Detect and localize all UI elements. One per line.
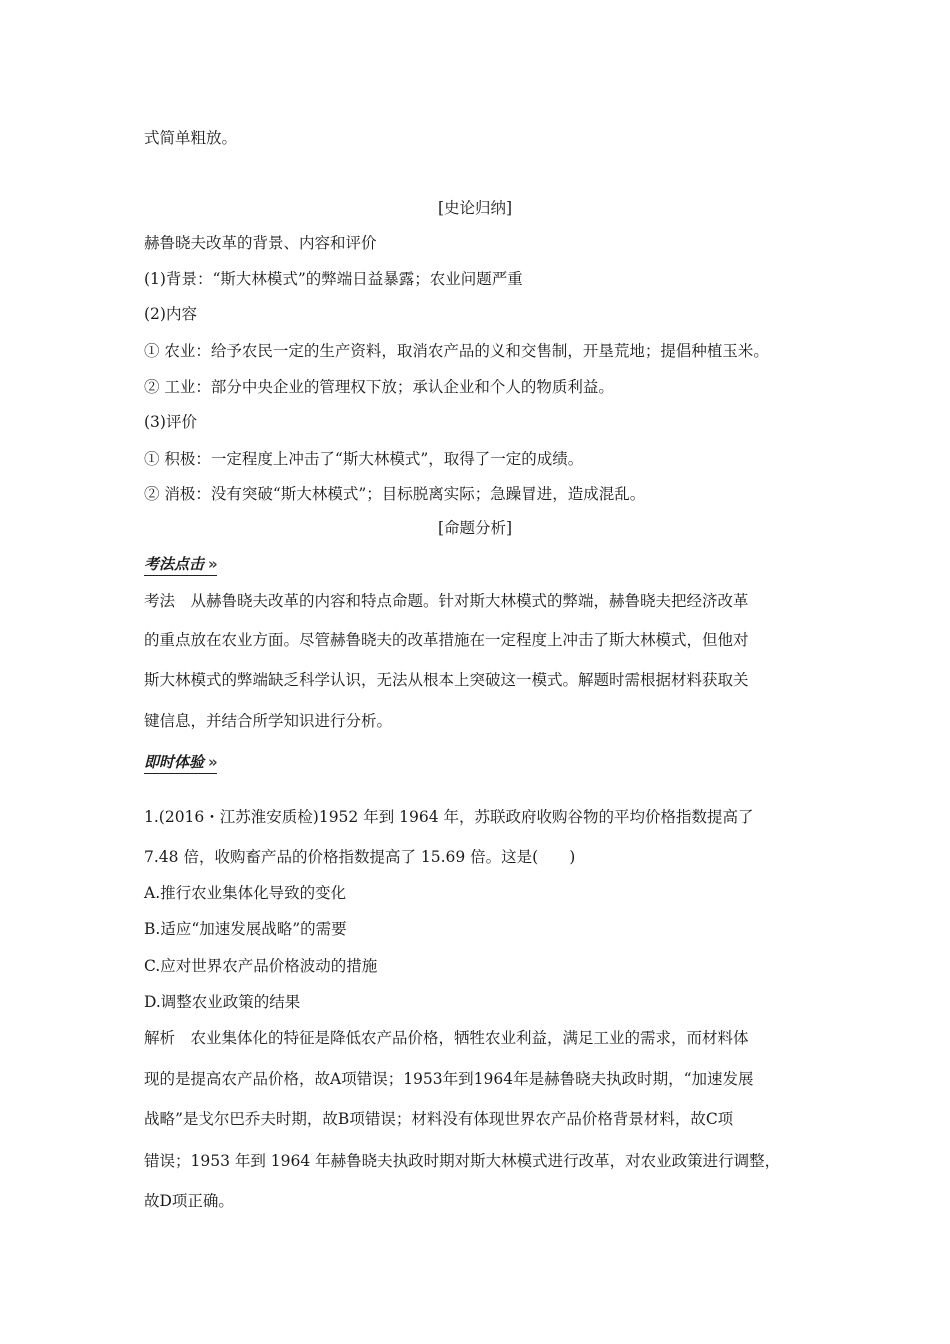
analysis-line: 斯大林模式的弊端缺乏科学认识，无法从根本上突破这一模式。解题时需根据材料获取关 (144, 671, 749, 689)
explanation-line: 战略”是戈尔巴乔夫时期，故B项错误；材料没有体现世界农产品价格背景材料，故C项 (144, 1110, 734, 1128)
summary-industry-line: ② 工业：部分中央企业的管理权下放；承认企业和个人的物质利益。 (144, 378, 614, 396)
analysis-line: 的重点放在农业方面。尽管赫鲁晓夫的改革措施在一定程度上冲击了斯大林模式，但他对 (144, 631, 749, 649)
explanation-line: 故D项正确。 (144, 1192, 234, 1210)
summary-positive-line: ① 积极：一定程度上冲击了“斯大林模式”，取得了一定的成绩。 (144, 450, 584, 468)
practice-tag-label: 即时体验 (144, 753, 205, 771)
summary-heading: [史论归纳] (437, 199, 513, 217)
option-c: C.应对世界农产品价格波动的措施 (144, 957, 378, 975)
chevron-right-icon: » (208, 753, 215, 771)
question-line: 1.(2016・江苏淮安质检)1952 年到 1964 年，苏联政府收购谷物的平均价格指数提高了 (144, 808, 754, 826)
summary-background-line: (1)背景：“斯大林模式”的弊端日益暴露；农业问题严重 (144, 270, 523, 288)
summary-agriculture-line: ① 农业：给予农民一定的生产资料，取消农产品的义和交售制，开垦荒地；提倡种植玉米。 (144, 342, 769, 360)
explanation-line: 现的是提高农产品价格，故A项错误；1953年到1964年是赫鲁晓夫执政时期，“加速发展 (144, 1070, 754, 1088)
option-d: D.调整农业政策的结果 (144, 993, 301, 1011)
summary-negative-line: ② 消极：没有突破“斯大林模式”；目标脱离实际；急躁冒进，造成混乱。 (144, 485, 646, 503)
option-b: B.适应“加速发展战略”的需要 (144, 920, 347, 938)
analysis-tag (144, 553, 217, 576)
explanation-line: 错误；1953 年到 1964 年赫鲁晓夫执政时期对斯大林模式进行改革，对农业政策进行调整， (144, 1152, 781, 1170)
summary-title: 赫鲁晓夫改革的背景、内容和评价 (144, 234, 377, 252)
explanation-line: 解析 农业集体化的特征是降低农产品价格，牺牲农业利益，满足工业的需求，而材料体 (144, 1029, 749, 1047)
practice-tag (144, 751, 217, 774)
analysis-line: 键信息，并结合所学知识进行分析。 (144, 712, 393, 730)
analysis-heading: [命题分析] (437, 519, 513, 537)
intro-continuation: 式简单粗放。 (144, 129, 238, 147)
option-a: A.推行农业集体化导致的变化 (144, 884, 347, 902)
question-line: 7.48 倍，收购畜产品的价格指数提高了 15.69 倍。这是( ) (144, 848, 576, 866)
analysis-tag-label: 考法点击 (144, 555, 205, 573)
summary-evaluation-label: (3)评价 (144, 413, 197, 431)
chevron-right-icon: » (208, 555, 215, 573)
analysis-line: 考法 从赫鲁晓夫改革的内容和特点命题。针对斯大林模式的弊端，赫鲁晓夫把经济改革 (144, 592, 749, 610)
summary-content-label: (2)内容 (144, 305, 197, 323)
